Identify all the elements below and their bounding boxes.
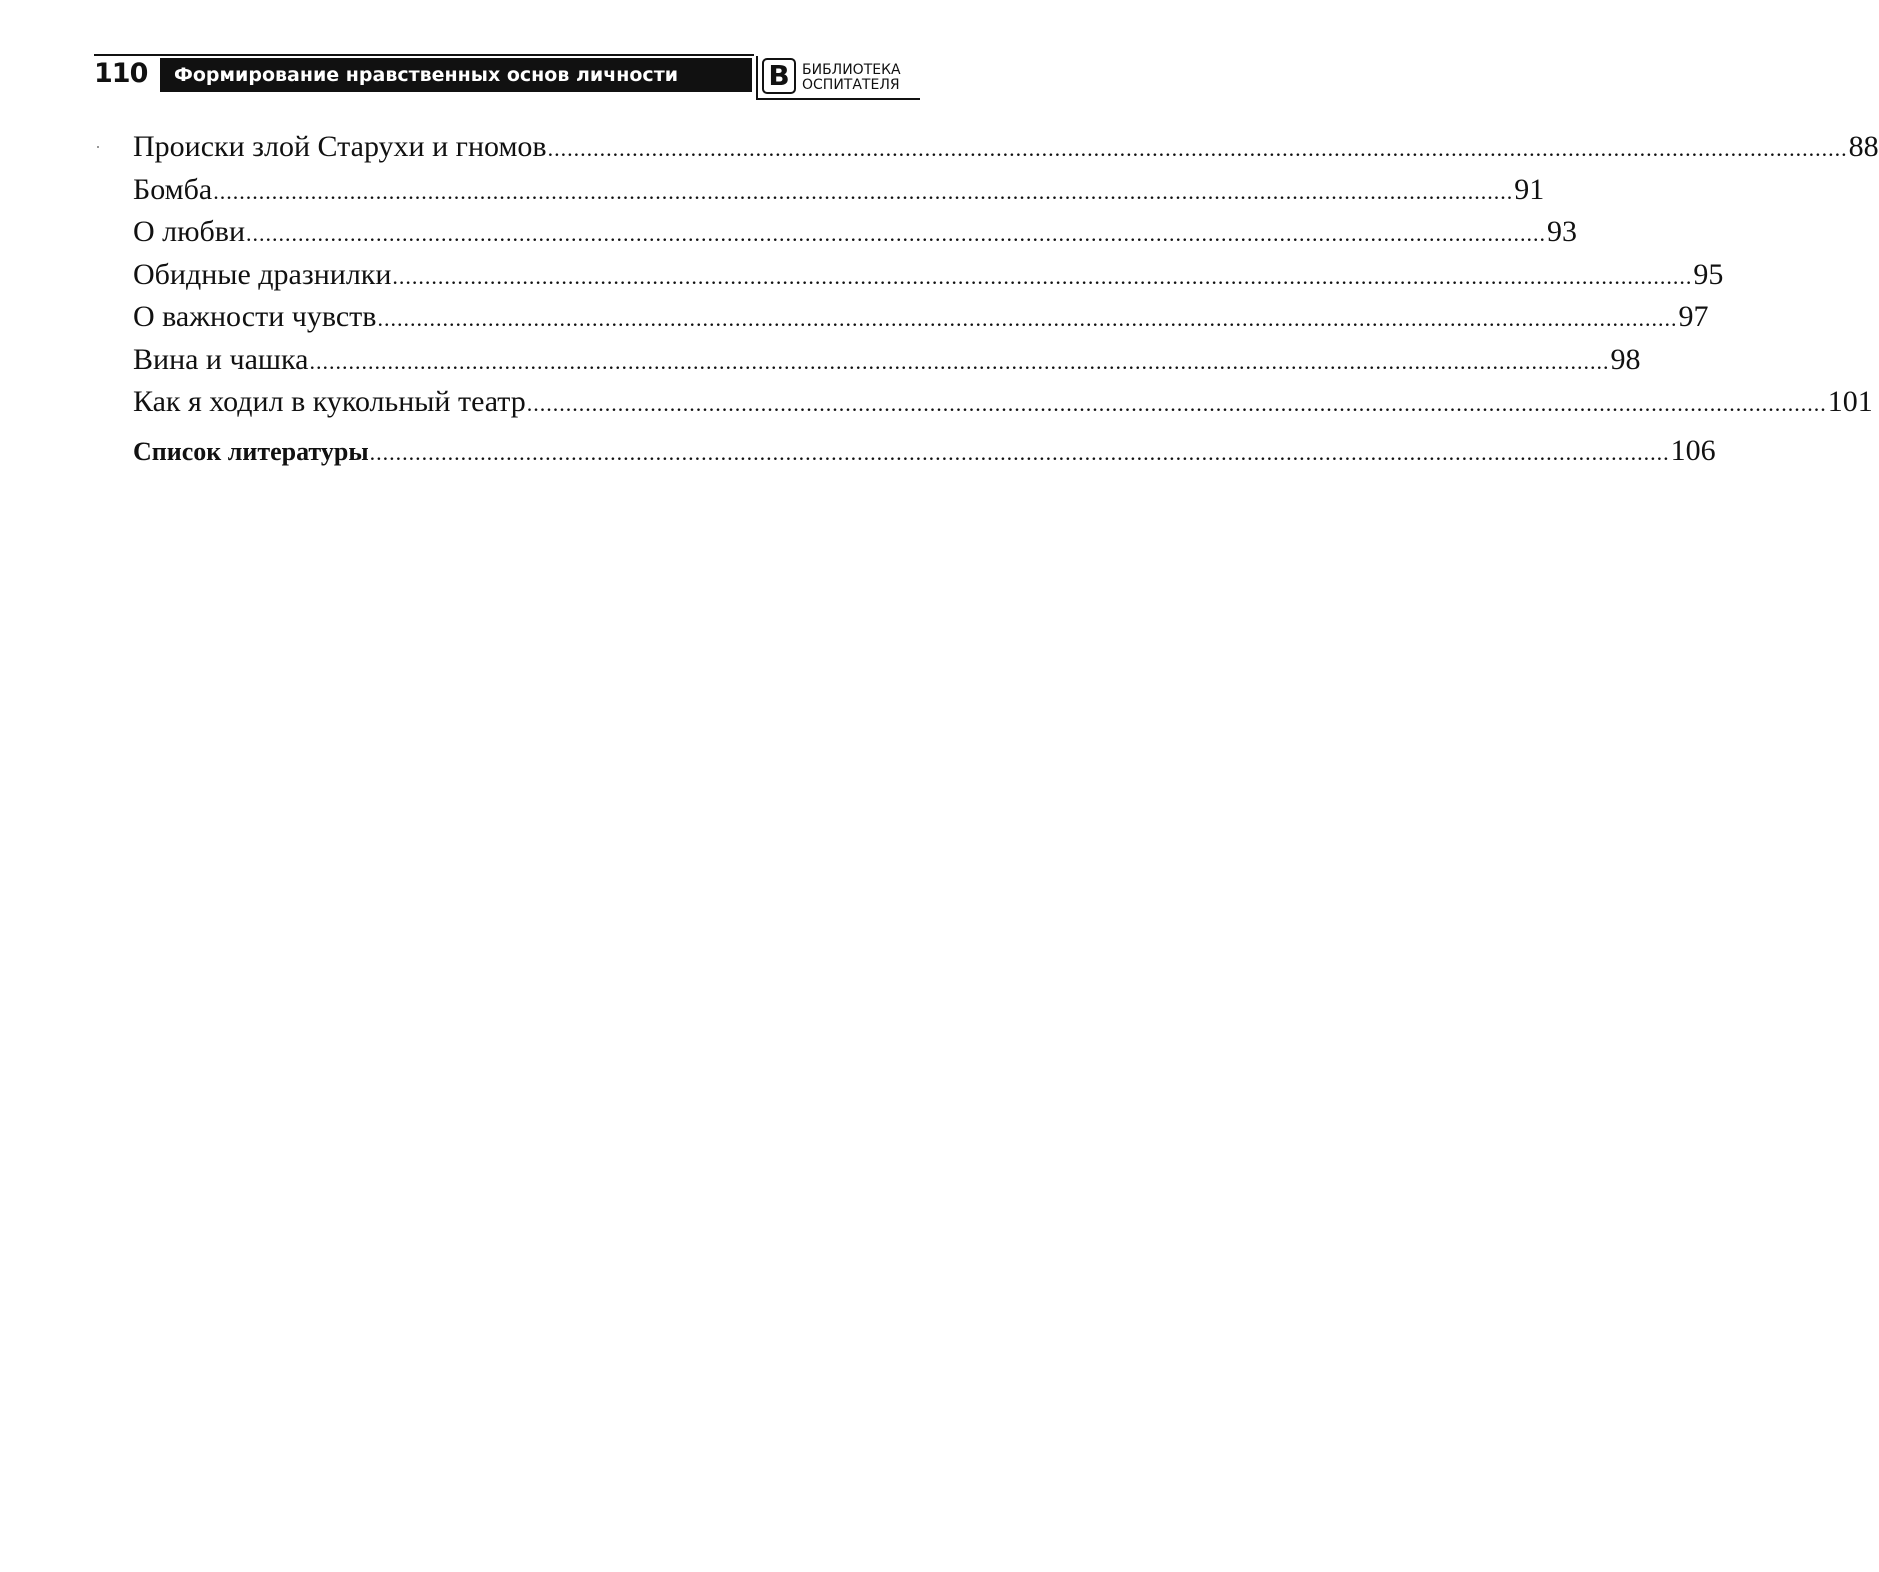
- logo-letter: В: [762, 58, 796, 94]
- toc-entry-page: 93: [1547, 215, 1578, 248]
- dot-leader: ........................................................................................................................................................................................................: [369, 439, 1670, 465]
- toc-entry[interactable]: [133, 254, 1724, 297]
- dot-leader: ........................................................................................................................................................................................................: [392, 263, 1693, 289]
- dot-leader: ........................................................................................................................................................................................................: [213, 178, 1514, 204]
- scan-speck: [97, 146, 99, 148]
- dot-leader: ........................................................................................................................................................................................................: [246, 221, 1547, 246]
- toc-entry-title: Происки злой Старухи и гномов: [133, 130, 547, 163]
- toc-entry[interactable]: [133, 169, 1545, 212]
- toc-entry-title: Как я ходил в кукольный театр: [133, 385, 526, 418]
- toc-entry-title: Вина и чашка: [133, 342, 309, 376]
- toc-entry-title: Бомба: [133, 172, 213, 206]
- dot-leader: ........................................................................................................................................................................................................: [309, 348, 1610, 374]
- table-of-contents: [133, 126, 1879, 472]
- page-number: 110: [94, 58, 148, 89]
- toc-entry-title: О важности чувств: [133, 300, 377, 333]
- toc-entry-page: 95: [1693, 257, 1724, 291]
- section-title-bar: Формирование нравственных основ личности: [160, 58, 752, 92]
- toc-entry-title: Обидные дразнилки: [133, 257, 392, 291]
- dot-leader: ........................................................................................................................................................................................................: [526, 391, 1827, 416]
- toc-entry-page: 106: [1670, 433, 1716, 467]
- logo-text-line2: ОСПИТАТЕЛЯ: [802, 77, 900, 93]
- running-header: [94, 54, 920, 102]
- toc-entry-page: 97: [1678, 300, 1709, 333]
- toc-entry-title: О любви: [133, 215, 246, 248]
- toc-entry-page: 88: [1848, 130, 1879, 163]
- dot-leader: ........................................................................................................................................................................................................: [547, 136, 1848, 161]
- toc-entry-bibliography[interactable]: [133, 430, 1716, 473]
- toc-entry[interactable]: [133, 211, 1578, 254]
- toc-entry[interactable]: [133, 339, 1641, 382]
- series-logo: [756, 56, 920, 100]
- toc-entry-page: 101: [1827, 385, 1873, 418]
- dot-leader: ........................................................................................................................................................................................................: [377, 306, 1678, 331]
- header-rule: [94, 54, 754, 56]
- toc-entry[interactable]: [133, 126, 1879, 169]
- logo-text-line1: БИБЛИОТЕКА: [802, 62, 901, 78]
- toc-entry-title: Список литературы: [133, 436, 369, 466]
- toc-entry[interactable]: [133, 381, 1873, 424]
- toc-entry-page: 91: [1514, 172, 1545, 206]
- toc-entry[interactable]: [133, 296, 1709, 339]
- toc-entry-page: 98: [1610, 342, 1641, 376]
